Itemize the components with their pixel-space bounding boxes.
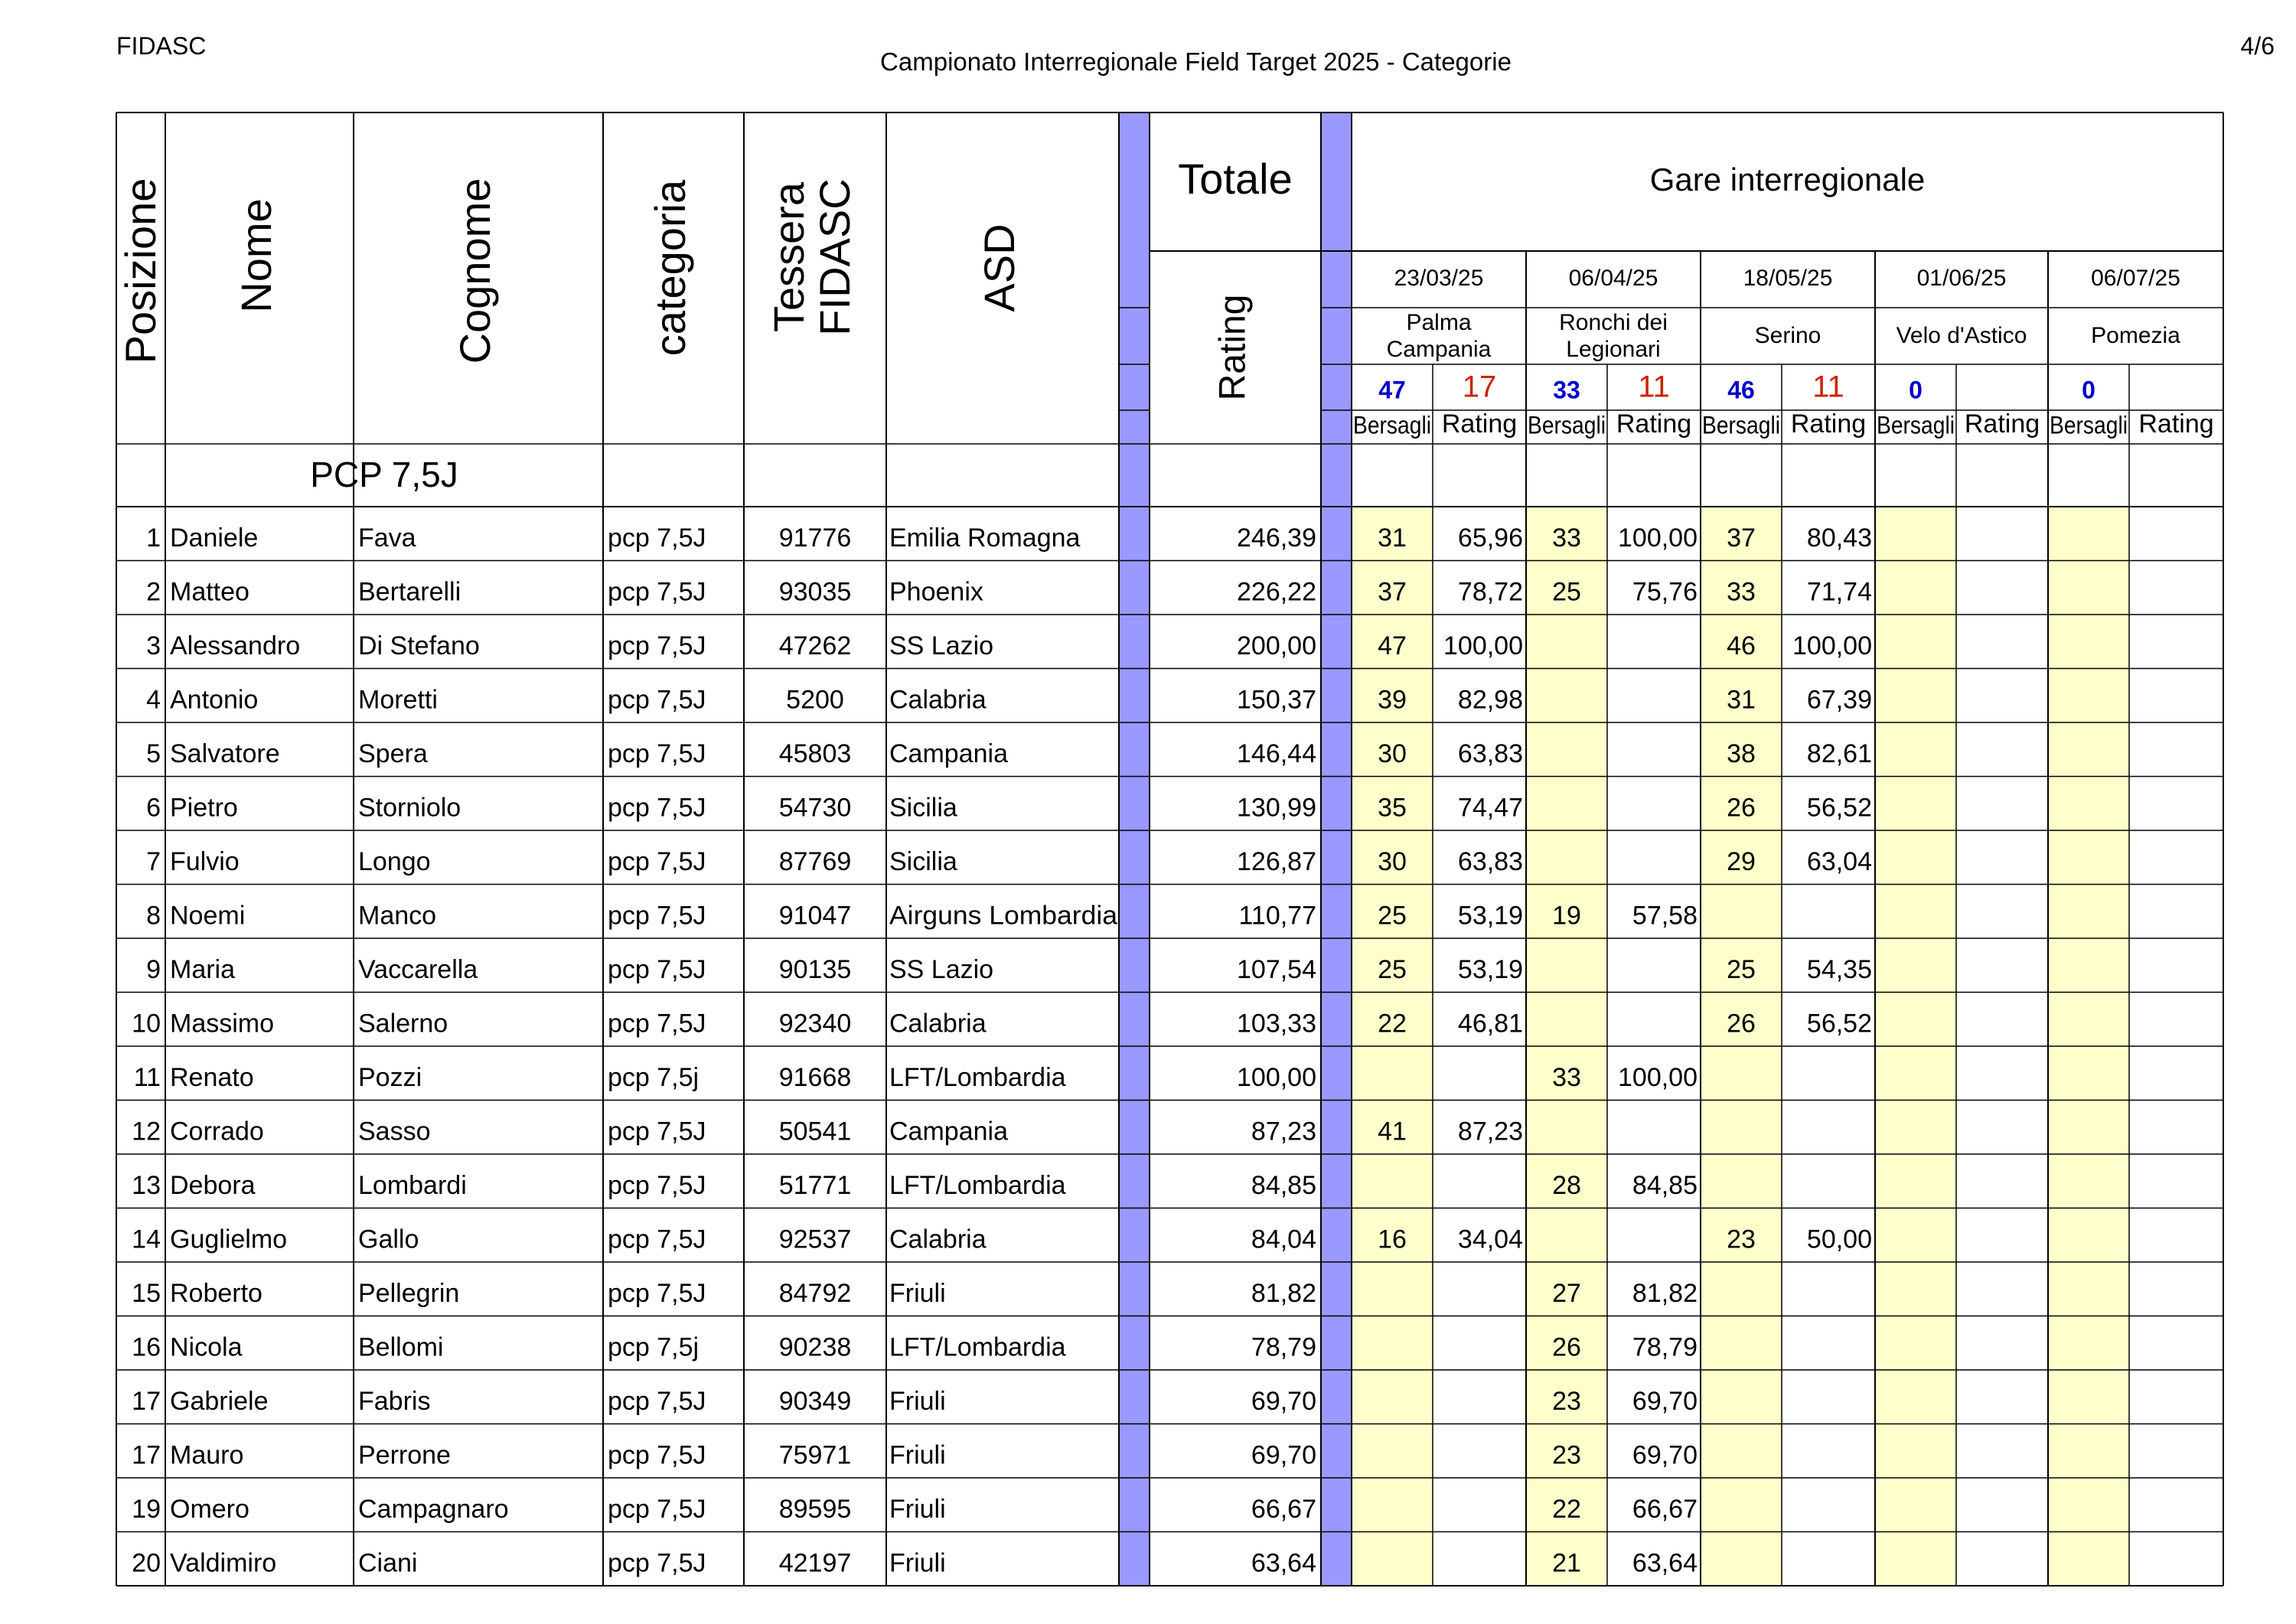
event-participants-count: 11 (1638, 370, 1670, 404)
row-rating: 80,43 (1806, 523, 1872, 553)
rating-label: Rating (1616, 409, 1692, 439)
event-place: Legionari (1566, 336, 1661, 362)
bersagli-label: Bersagli (1353, 411, 1431, 439)
row-rating: 81,82 (1632, 1279, 1698, 1309)
row-bersagli: 30 (1378, 847, 1407, 877)
row-posizione: 1 (146, 523, 161, 553)
row-asd: SS Lazio (889, 631, 994, 661)
row-tessera: 91047 (778, 901, 852, 931)
row-nome: Alessandro (170, 631, 301, 661)
row-rating: 63,83 (1457, 739, 1523, 769)
row-tessera: 90238 (778, 1332, 852, 1362)
row-totale: 69,70 (1251, 1440, 1316, 1470)
event-date: 23/03/25 (1394, 265, 1484, 291)
row-posizione: 14 (132, 1225, 161, 1254)
row-asd: SS Lazio (889, 955, 994, 985)
row-cognome: Perrone (358, 1440, 451, 1470)
row-cognome: Sasso (358, 1117, 431, 1146)
row-bersagli: 25 (1727, 955, 1756, 985)
row-totale: 81,82 (1251, 1279, 1316, 1309)
row-nome: Renato (170, 1063, 254, 1093)
row-tessera: 91776 (778, 523, 852, 553)
event-date: 18/05/25 (1743, 265, 1833, 291)
row-tessera: 51771 (778, 1171, 852, 1201)
bersagli-label: Bersagli (1877, 411, 1955, 439)
row-bersagli: 35 (1378, 793, 1407, 823)
row-categoria: pcp 7,5J (608, 631, 706, 661)
row-categoria: pcp 7,5J (608, 955, 706, 985)
row-asd: Friuli (889, 1548, 946, 1578)
rating-label: Rating (2138, 409, 2214, 439)
row-nome: Mauro (170, 1440, 244, 1470)
row-cognome: Salerno (358, 1009, 448, 1039)
row-asd: Calabria (889, 1225, 987, 1254)
row-tessera: 54730 (778, 793, 852, 823)
row-categoria: pcp 7,5J (608, 1171, 706, 1201)
row-rating: 63,04 (1806, 847, 1872, 877)
row-nome: Valdimiro (170, 1548, 277, 1578)
row-tessera: 90349 (778, 1387, 852, 1417)
row-bersagli: 25 (1378, 955, 1407, 985)
row-rating: 100,00 (1443, 631, 1523, 661)
row-rating: 100,00 (1618, 523, 1698, 553)
row-posizione: 16 (132, 1332, 161, 1362)
row-posizione: 8 (146, 901, 161, 931)
row-categoria: pcp 7,5J (608, 523, 706, 553)
row-totale: 103,33 (1237, 1009, 1316, 1039)
event-participants-count: 17 (1462, 370, 1497, 404)
row-categoria: pcp 7,5J (608, 1009, 706, 1039)
row-bersagli: 16 (1378, 1225, 1407, 1254)
row-rating: 100,00 (1792, 631, 1872, 661)
row-tessera: 42197 (778, 1548, 852, 1578)
row-rating: 57,58 (1632, 901, 1698, 931)
row-asd: Sicilia (889, 793, 957, 823)
row-rating: 74,47 (1457, 793, 1523, 823)
row-rating: 84,85 (1632, 1171, 1698, 1201)
event-targets-count: 47 (1378, 376, 1406, 404)
bersagli-label: Bersagli (2050, 411, 2128, 439)
row-posizione: 11 (133, 1063, 161, 1093)
row-cognome: Pozzi (358, 1063, 422, 1093)
row-asd: Sicilia (889, 847, 957, 877)
rating-label: Rating (1964, 409, 2040, 439)
row-cognome: Fava (358, 523, 416, 553)
row-bersagli: 25 (1378, 901, 1407, 931)
row-cognome: Lombardi (358, 1171, 467, 1201)
event-targets-count: 33 (1553, 376, 1580, 404)
row-tessera: 90135 (778, 955, 852, 985)
rating-label: Rating (1790, 409, 1867, 439)
row-bersagli: 23 (1727, 1225, 1756, 1254)
row-nome: Gabriele (170, 1387, 269, 1417)
row-rating: 56,52 (1806, 1009, 1872, 1039)
row-categoria: pcp 7,5J (608, 685, 706, 715)
row-asd: Friuli (889, 1387, 946, 1417)
row-cognome: Di Stefano (358, 631, 480, 661)
row-bersagli: 38 (1727, 739, 1756, 769)
row-tessera: 92537 (778, 1225, 852, 1254)
org-label: FIDASC (116, 32, 207, 60)
row-rating: 87,23 (1457, 1117, 1523, 1146)
page-title: Campionato Interregionale Field Target 2025 - Categorie (880, 47, 1512, 76)
row-posizione: 15 (132, 1279, 161, 1309)
header-gare: Gare interregionale (1649, 161, 1926, 198)
row-posizione: 4 (146, 685, 161, 715)
row-cognome: Vaccarella (358, 955, 478, 985)
row-asd: LFT/Lombardia (889, 1063, 1066, 1093)
row-totale: 126,87 (1237, 847, 1316, 877)
header-asd: ASD (974, 223, 1023, 312)
row-posizione: 3 (146, 631, 161, 661)
event-targets-count: 0 (1909, 376, 1923, 404)
event-targets-count: 46 (1727, 376, 1755, 404)
event-place: Pomezia (2091, 322, 2180, 348)
row-bersagli: 37 (1727, 523, 1756, 553)
row-totale: 246,39 (1237, 523, 1316, 553)
row-asd: Airguns Lombardia (889, 901, 1118, 931)
row-asd: Campania (889, 739, 1008, 769)
separator-bar (1321, 113, 1352, 1586)
row-totale: 84,04 (1251, 1225, 1316, 1254)
row-cognome: Bellomi (358, 1332, 444, 1362)
row-rating: 56,52 (1806, 793, 1872, 823)
row-bersagli: 37 (1378, 577, 1407, 607)
row-asd: Emilia Romagna (889, 523, 1081, 553)
event-place: Campania (1386, 336, 1492, 362)
row-nome: Salvatore (170, 739, 280, 769)
event-participants-count: 11 (1812, 370, 1844, 404)
row-rating: 46,81 (1457, 1009, 1523, 1039)
event-place: Ronchi dei (1559, 309, 1668, 335)
row-bersagli: 31 (1727, 685, 1756, 715)
row-rating: 54,35 (1806, 955, 1872, 985)
header-categoria: categoria (645, 179, 694, 357)
row-posizione: 17 (132, 1387, 161, 1417)
row-totale: 200,00 (1237, 631, 1316, 661)
row-cognome: Gallo (358, 1225, 419, 1254)
event-date: 06/07/25 (2091, 265, 2180, 291)
row-rating: 82,61 (1806, 739, 1872, 769)
row-asd: Calabria (889, 685, 987, 715)
row-asd: Friuli (889, 1495, 946, 1525)
row-cognome: Moretti (358, 685, 438, 715)
event-date: 06/04/25 (1568, 265, 1658, 291)
row-bersagli: 23 (1552, 1440, 1581, 1470)
row-rating: 100,00 (1618, 1063, 1698, 1093)
row-bersagli: 19 (1552, 901, 1581, 931)
event-place: Serino (1754, 322, 1821, 348)
row-totale: 107,54 (1237, 955, 1316, 985)
row-asd: LFT/Lombardia (889, 1171, 1066, 1201)
row-asd: Phoenix (889, 577, 983, 607)
row-bersagli: 26 (1552, 1332, 1581, 1362)
row-bersagli: 33 (1727, 577, 1756, 607)
page-number: 4/6 (2240, 32, 2275, 60)
bersagli-label: Bersagli (1528, 411, 1606, 439)
row-rating: 82,98 (1457, 685, 1523, 715)
row-categoria: pcp 7,5J (608, 901, 706, 931)
row-nome: Guglielmo (170, 1225, 288, 1254)
row-nome: Corrado (170, 1117, 264, 1146)
row-bersagli: 39 (1378, 685, 1407, 715)
row-posizione: 9 (146, 955, 161, 985)
row-tessera: 75971 (778, 1440, 852, 1470)
row-categoria: pcp 7,5J (608, 1495, 706, 1525)
row-bersagli: 21 (1552, 1548, 1581, 1578)
section-label: PCP 7,5J (310, 455, 458, 495)
row-bersagli: 33 (1552, 1063, 1581, 1093)
bersagli-label: Bersagli (1702, 411, 1780, 439)
row-posizione: 13 (132, 1171, 161, 1201)
row-rating: 78,79 (1632, 1332, 1698, 1362)
row-tessera: 93035 (778, 577, 852, 607)
row-bersagli: 22 (1378, 1009, 1407, 1039)
row-totale: 78,79 (1251, 1332, 1316, 1362)
row-totale: 84,85 (1251, 1171, 1316, 1201)
row-posizione: 17 (132, 1440, 161, 1470)
row-categoria: pcp 7,5J (608, 1548, 706, 1578)
row-rating: 66,67 (1632, 1495, 1698, 1525)
row-tessera: 50541 (778, 1117, 852, 1146)
row-cognome: Manco (358, 901, 437, 931)
row-bersagli: 29 (1727, 847, 1756, 877)
row-bersagli: 47 (1378, 631, 1407, 661)
row-categoria: pcp 7,5j (608, 1063, 700, 1093)
header-rating: Rating (1212, 294, 1254, 401)
row-totale: 150,37 (1237, 685, 1316, 715)
row-posizione: 2 (146, 577, 161, 607)
row-totale: 146,44 (1237, 739, 1316, 769)
row-nome: Antonio (170, 685, 259, 715)
row-nome: Matteo (170, 577, 249, 607)
row-rating: 65,96 (1457, 523, 1523, 553)
row-nome: Daniele (170, 523, 259, 553)
row-tessera: 91668 (778, 1063, 852, 1093)
row-tessera: 5200 (786, 685, 844, 715)
row-bersagli: 25 (1552, 577, 1581, 607)
row-categoria: pcp 7,5J (608, 1117, 706, 1146)
row-asd: Calabria (889, 1009, 987, 1039)
header-cognome: Cognome (450, 178, 499, 364)
row-bersagli: 27 (1552, 1279, 1581, 1309)
row-posizione: 6 (146, 793, 161, 823)
row-rating: 63,64 (1632, 1548, 1698, 1578)
row-rating: 53,19 (1457, 955, 1523, 985)
row-bersagli: 23 (1552, 1387, 1581, 1417)
row-tessera: 84792 (778, 1279, 852, 1309)
event-targets-count: 0 (2082, 376, 2095, 404)
row-posizione: 10 (132, 1009, 161, 1039)
event-date: 01/06/25 (1916, 265, 2007, 291)
row-categoria: pcp 7,5j (608, 1332, 700, 1362)
row-cognome: Spera (358, 739, 428, 769)
header-totale: Totale (1178, 154, 1293, 203)
separator-bar (1119, 113, 1150, 1586)
row-nome: Debora (170, 1171, 256, 1201)
row-totale: 87,23 (1251, 1117, 1316, 1146)
header-tessera-fidasc: FIDASC (810, 178, 859, 336)
row-categoria: pcp 7,5J (608, 739, 706, 769)
event-place: Palma (1406, 309, 1472, 335)
row-bersagli: 33 (1552, 523, 1581, 553)
row-nome: Nicola (170, 1332, 243, 1362)
row-tessera: 45803 (778, 739, 852, 769)
header-tessera: Tessera (764, 181, 813, 333)
row-bersagli: 28 (1552, 1171, 1581, 1201)
row-cognome: Longo (358, 847, 431, 877)
row-categoria: pcp 7,5J (608, 1225, 706, 1254)
header-posizione: Posizione (116, 178, 165, 364)
row-totale: 100,00 (1237, 1063, 1316, 1093)
row-bersagli: 22 (1552, 1495, 1581, 1525)
row-totale: 69,70 (1251, 1387, 1316, 1417)
row-tessera: 87769 (778, 847, 852, 877)
row-posizione: 5 (146, 739, 161, 769)
row-cognome: Ciani (358, 1548, 418, 1578)
row-rating: 69,70 (1632, 1440, 1698, 1470)
row-bersagli: 26 (1727, 1009, 1756, 1039)
row-cognome: Bertarelli (358, 577, 461, 607)
row-rating: 63,83 (1457, 847, 1523, 877)
row-rating: 78,72 (1457, 577, 1523, 607)
row-asd: Friuli (889, 1440, 946, 1470)
row-posizione: 7 (146, 847, 161, 877)
row-cognome: Campagnaro (358, 1495, 509, 1525)
row-tessera: 92340 (778, 1009, 852, 1039)
row-nome: Roberto (170, 1279, 263, 1309)
row-posizione: 19 (132, 1495, 161, 1525)
row-bersagli: 31 (1378, 523, 1407, 553)
rating-label: Rating (1441, 409, 1518, 439)
row-rating: 69,70 (1632, 1387, 1698, 1417)
row-nome: Fulvio (170, 847, 240, 877)
row-bersagli: 26 (1727, 793, 1756, 823)
row-rating: 34,04 (1457, 1225, 1523, 1254)
row-rating: 53,19 (1457, 901, 1523, 931)
row-rating: 71,74 (1806, 577, 1872, 607)
row-nome: Pietro (170, 793, 238, 823)
row-totale: 66,67 (1251, 1495, 1316, 1525)
row-totale: 63,64 (1251, 1548, 1316, 1578)
row-nome: Maria (170, 955, 236, 985)
row-nome: Massimo (170, 1009, 275, 1039)
row-cognome: Storniolo (358, 793, 461, 823)
row-categoria: pcp 7,5J (608, 847, 706, 877)
event-place: Velo d'Astico (1896, 322, 2027, 348)
row-bersagli: 41 (1378, 1117, 1407, 1146)
row-asd: LFT/Lombardia (889, 1332, 1066, 1362)
row-cognome: Pellegrin (358, 1279, 460, 1309)
row-totale: 110,77 (1238, 901, 1316, 931)
row-posizione: 12 (132, 1117, 161, 1146)
header-nome: Nome (231, 198, 280, 313)
row-tessera: 89595 (778, 1495, 852, 1525)
row-nome: Noemi (170, 901, 246, 931)
row-asd: Campania (889, 1117, 1008, 1146)
row-bersagli: 30 (1378, 739, 1407, 769)
row-cognome: Fabris (358, 1387, 431, 1417)
row-asd: Friuli (889, 1279, 946, 1309)
row-bersagli: 46 (1727, 631, 1756, 661)
row-nome: Omero (170, 1495, 249, 1525)
row-categoria: pcp 7,5J (608, 1279, 706, 1309)
row-posizione: 20 (132, 1548, 161, 1578)
row-categoria: pcp 7,5J (608, 793, 706, 823)
row-categoria: pcp 7,5J (608, 1440, 706, 1470)
row-rating: 50,00 (1806, 1225, 1872, 1254)
row-totale: 130,99 (1237, 793, 1316, 823)
row-rating: 67,39 (1806, 685, 1872, 715)
row-tessera: 47262 (778, 631, 852, 661)
row-rating: 75,76 (1632, 577, 1698, 607)
row-totale: 226,22 (1237, 577, 1316, 607)
row-categoria: pcp 7,5J (608, 577, 706, 607)
row-categoria: pcp 7,5J (608, 1387, 706, 1417)
